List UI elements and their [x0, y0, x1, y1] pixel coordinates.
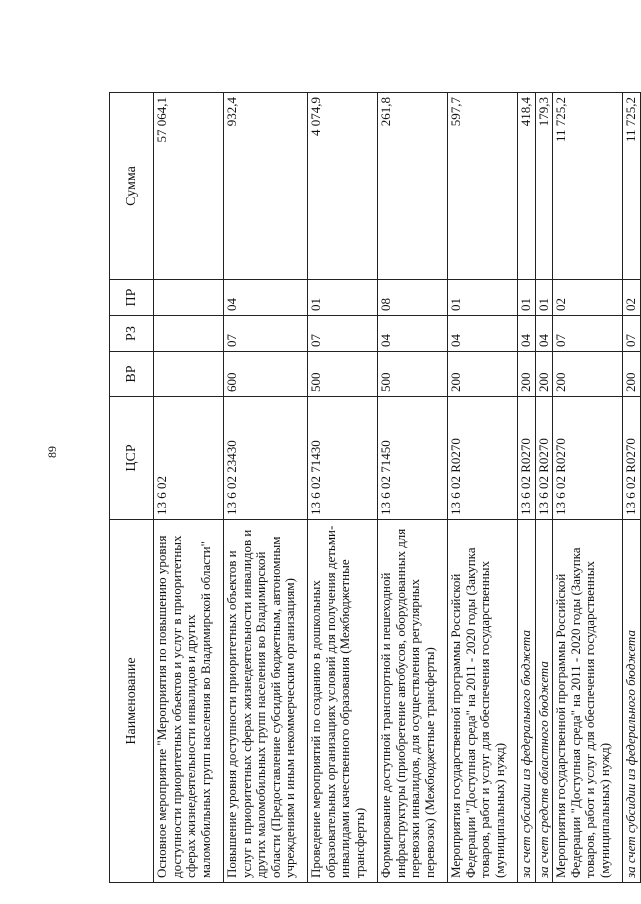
row-vr: 600: [224, 352, 308, 397]
row-vr: 200: [535, 352, 553, 397]
row-pr: 04: [224, 280, 308, 316]
row-vr: 500: [308, 352, 378, 397]
row-csr: 13 6 02 R0270: [448, 397, 518, 520]
header-csr: ЦСР: [110, 397, 154, 520]
table-row: [448, 93, 518, 883]
budget-table: [109, 92, 641, 883]
row-pr: 01: [448, 280, 518, 316]
row-name: Проведение мероприятий по созданию в дошкольных образовательных организациях условий для получения детьми-инвалидами качественного образования (Межбюджетные трансферты): [308, 520, 378, 883]
row-sum: 11 725,2: [623, 93, 641, 280]
row-sum: 261,8: [378, 93, 448, 280]
row-rz: 07: [308, 316, 378, 352]
header-rz: РЗ: [110, 316, 154, 352]
table-row: [623, 93, 641, 883]
row-pr: 01: [308, 280, 378, 316]
row-rz: 07: [553, 316, 623, 352]
row-name: за счет субсидии из федерального бюджета: [518, 520, 536, 883]
table-row: [378, 93, 448, 883]
row-rz: 04: [378, 316, 448, 352]
row-vr: 500: [378, 352, 448, 397]
row-csr: 13 6 02: [154, 397, 224, 520]
row-vr: 200: [553, 352, 623, 397]
row-csr: 13 6 02 R0270: [535, 397, 553, 520]
row-csr: 13 6 02 23430: [224, 397, 308, 520]
row-pr: 08: [378, 280, 448, 316]
row-sum: 418,4: [518, 93, 536, 280]
row-name: Формирование доступной транспортной и пешеходной инфраструктуры (приобретение автобусов, оборудованных для перевозки инвалидов, для осуществления регулярных перевозок) (Межбюджетные трансферты): [378, 520, 448, 883]
rotated-page-content: [109, 93, 639, 883]
row-csr: 13 6 02 R0270: [518, 397, 536, 520]
row-sum: 179,3: [535, 93, 553, 280]
row-vr: 200: [518, 352, 536, 397]
page-number: 89: [45, 446, 59, 458]
table-row: [308, 93, 378, 883]
row-csr: 13 6 02 R0270: [623, 397, 641, 520]
row-sum: 11 725,2: [553, 93, 623, 280]
row-csr: 13 6 02 R0270: [553, 397, 623, 520]
table-row: [553, 93, 623, 883]
row-vr: [154, 352, 224, 397]
row-rz: 07: [224, 316, 308, 352]
row-sum: 4 074,9: [308, 93, 378, 280]
row-rz: 04: [535, 316, 553, 352]
row-pr: 01: [518, 280, 536, 316]
table-row: [518, 93, 536, 883]
row-rz: 07: [623, 316, 641, 352]
row-name: Основное мероприятие "Мероприятия по повышению уровня доступности приоритетных объектов и услуг в приоритетных сферах жизнедеятельности инвалидов и других маломобильных групп населения во Владимирской области": [154, 520, 224, 883]
row-rz: [154, 316, 224, 352]
row-pr: 02: [623, 280, 641, 316]
table-header-row: [110, 93, 154, 883]
row-name: за счет субсидии из федерального бюджета: [623, 520, 641, 883]
row-rz: 04: [518, 316, 536, 352]
row-vr: 200: [448, 352, 518, 397]
row-sum: 932,4: [224, 93, 308, 280]
row-csr: 13 6 02 71450: [378, 397, 448, 520]
row-pr: [154, 280, 224, 316]
row-name: Мероприятия государственной программы Российской Федерации "Доступная среда" на 2011 - 2020 годы (Закупка товаров, работ и услуг для обеспечения государственных (муниципальных) нужд): [448, 520, 518, 883]
table-row: [535, 93, 553, 883]
row-name: Повышение уровня доступности приоритетных объектов и услуг в приоритетных сферах жизнедеятельности инвалидов и других маломобильных групп населения во Владимирской области (Предоставление субсидий бюджетным, автономным учреждениям и иным некоммерческим организациям): [224, 520, 308, 883]
table-row: [224, 93, 308, 883]
row-csr: 13 6 02 71430: [308, 397, 378, 520]
row-rz: 04: [448, 316, 518, 352]
row-pr: 01: [535, 280, 553, 316]
row-sum: 57 064,1: [154, 93, 224, 280]
row-name: Мероприятия государственной программы Российской Федерации "Доступная среда" на 2011 - 2020 годы (Закупка товаров, работ и услуг для обеспечения государственных (муниципальных) нужд): [553, 520, 623, 883]
header-pr: ПР: [110, 280, 154, 316]
row-sum: 597,7: [448, 93, 518, 280]
row-pr: 02: [553, 280, 623, 316]
table-row: [154, 93, 224, 883]
header-name: Наименование: [110, 520, 154, 883]
header-sum: Сумма: [110, 93, 154, 280]
header-vr: ВР: [110, 352, 154, 397]
row-name: за счет средств областного бюджета: [535, 520, 553, 883]
row-vr: 200: [623, 352, 641, 397]
